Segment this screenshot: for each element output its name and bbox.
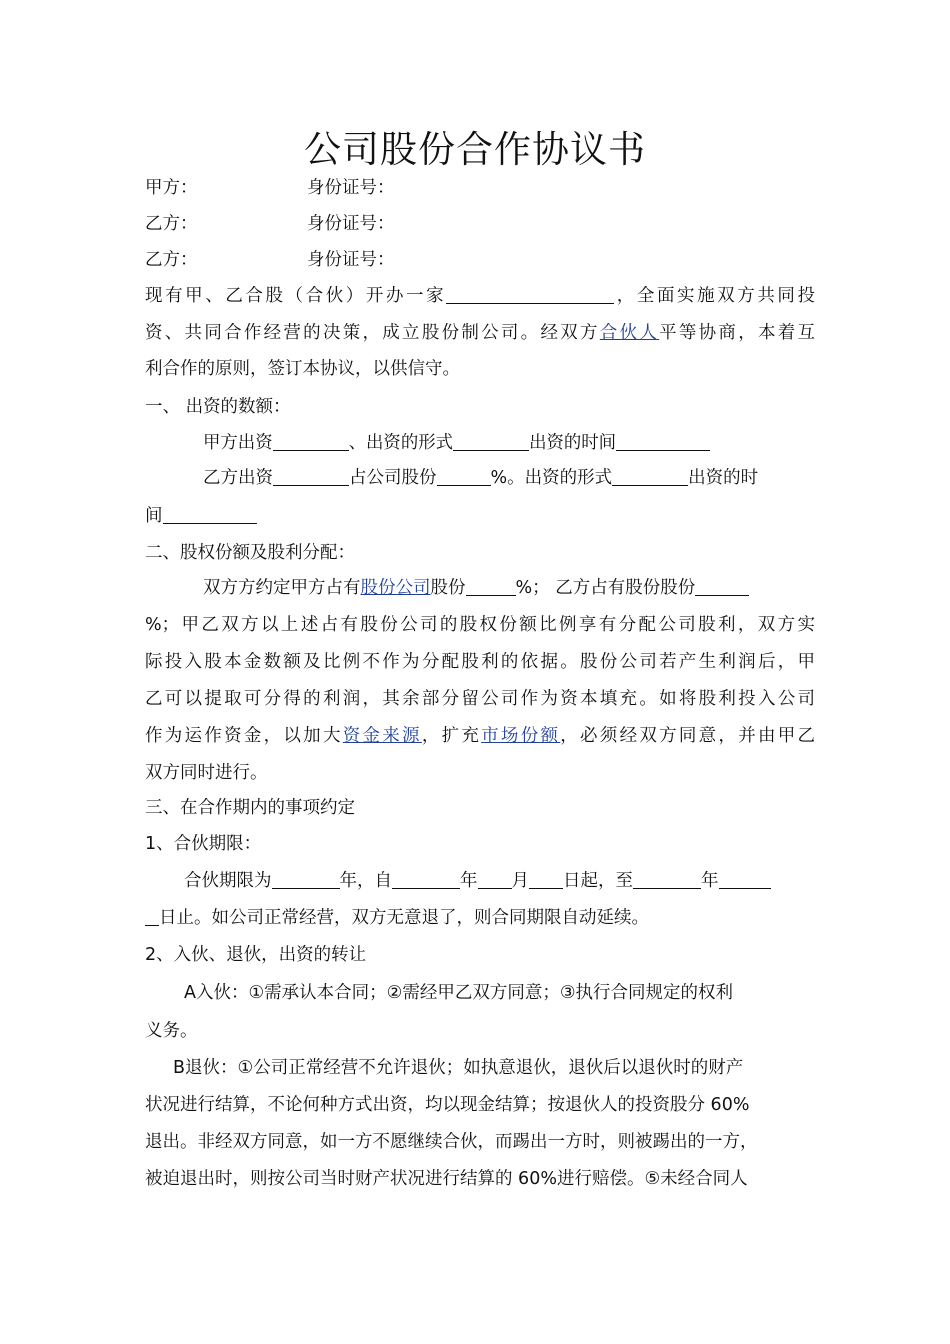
contribution-line bbox=[145, 504, 815, 528]
fill-blank bbox=[145, 907, 159, 926]
text: %。出资的形式 bbox=[490, 468, 613, 488]
text: 作为运作资金，以加大 bbox=[145, 726, 343, 746]
fill-blank bbox=[616, 432, 710, 451]
contribution-line bbox=[203, 431, 873, 455]
fill-blank bbox=[529, 870, 563, 889]
contribution-line bbox=[203, 466, 815, 490]
text: 股份 bbox=[430, 578, 466, 598]
paragraph-line: 状况进行结算，不论何种方式出资，均以现金结算；按退伙人的投资股分 60% bbox=[145, 1095, 750, 1115]
term-line bbox=[145, 906, 815, 930]
text: 出资的时间 bbox=[529, 433, 617, 453]
text: 日止。如公司正常经营，双方无意退了，则合同期限自动延续。 bbox=[159, 908, 649, 928]
paragraph-line: 乙可以提取可分得的利润，其余部分留公司作为资本填充。如将股利投入公司 bbox=[145, 689, 815, 709]
fill-blank bbox=[453, 432, 529, 451]
paragraph-line: %；甲乙双方以上述占有股份公司的股权份额比例享有分配公司股利，双方实 bbox=[145, 615, 815, 635]
fill-blank bbox=[392, 870, 460, 889]
text: 间 bbox=[145, 506, 163, 526]
link-joint-stock-company[interactable]: 股份公司 bbox=[360, 578, 431, 598]
fill-blank bbox=[633, 870, 701, 889]
text: %； 乙方占有股份股份 bbox=[515, 578, 696, 598]
paragraph-line: 义务。 bbox=[145, 1021, 198, 1041]
paragraph-line: A入伙：①需承认本合同；②需经甲乙双方同意；③执行合同规定的权利 bbox=[184, 983, 734, 1003]
text: 日起，至 bbox=[563, 871, 633, 891]
text: 现有甲、乙合股（合伙）开办一家 bbox=[145, 286, 447, 306]
text: 月 bbox=[511, 871, 529, 891]
paragraph-line: 退出。非经双方同意，如一方不愿继续合伙，而踢出一方时，则被踢出的一方， bbox=[145, 1132, 758, 1152]
party-row bbox=[145, 176, 815, 200]
text: 出资的时 bbox=[688, 468, 759, 488]
paragraph-line: B退伙：①公司正常经营不允许退伙；如执意退伙，退伙后以退伙时的财产 bbox=[173, 1058, 744, 1078]
id-number-label: 身份证号： bbox=[307, 214, 395, 234]
text: 平等协商，本着互 bbox=[659, 323, 816, 343]
intro-line bbox=[145, 321, 815, 345]
text: 乙方出资 bbox=[203, 468, 273, 488]
paragraph-line: 双方同时进行。 bbox=[145, 763, 268, 783]
text: 年 bbox=[701, 871, 719, 891]
text: 、出资的形式 bbox=[348, 433, 454, 453]
id-number-label: 身份证号： bbox=[307, 178, 395, 198]
fill-blank bbox=[446, 285, 614, 304]
section-heading: 二、股权份额及股利分配： bbox=[145, 543, 355, 563]
paragraph-line: 被迫退出时，则按公司当时财产状况进行结算的 60%进行赔偿。⑤未经合同人 bbox=[145, 1169, 748, 1189]
link-capital-source[interactable]: 资金来源 bbox=[342, 726, 422, 746]
subsection-heading: 1、合伙期限： bbox=[145, 834, 262, 854]
intro-line bbox=[145, 284, 815, 308]
text: ，必须经双方同意，并由甲乙 bbox=[560, 726, 816, 746]
subsection-heading: 2、入伙、退伙，出资的转让 bbox=[145, 945, 367, 965]
fill-blank bbox=[466, 577, 516, 596]
section-heading: 一、 出资的数额： bbox=[145, 397, 291, 417]
party-label: 乙方： bbox=[145, 250, 198, 270]
text: ，扩充 bbox=[421, 726, 482, 746]
text: 年，自 bbox=[339, 871, 392, 891]
text: 合伙期限为 bbox=[184, 871, 272, 891]
fill-blank bbox=[478, 870, 512, 889]
text: 双方方约定甲方占有 bbox=[203, 578, 361, 598]
party-label: 甲方： bbox=[145, 178, 198, 198]
fill-blank bbox=[273, 432, 349, 451]
text: 年 bbox=[460, 871, 478, 891]
paragraph-line bbox=[145, 724, 815, 748]
fill-blank bbox=[612, 467, 688, 486]
term-line bbox=[184, 869, 812, 893]
intro-line: 利合作的原则，签订本协议，以供信守。 bbox=[145, 359, 460, 379]
fill-blank bbox=[272, 870, 340, 889]
fill-blank bbox=[273, 467, 349, 486]
link-market-share[interactable]: 市场份额 bbox=[481, 726, 561, 746]
party-label: 乙方： bbox=[145, 214, 198, 234]
text: 占公司股份 bbox=[349, 468, 437, 488]
fill-blank bbox=[163, 505, 257, 524]
paragraph-line bbox=[203, 576, 815, 600]
link-partner[interactable]: 合伙人 bbox=[599, 323, 660, 343]
fill-blank bbox=[695, 577, 749, 596]
text: 资、共同合作经营的决策，成立股份制公司。经双方 bbox=[145, 323, 600, 343]
paragraph-line: 际投入股本金数额及比例不作为分配股利的依据。股份公司若产生利润后，甲 bbox=[145, 652, 815, 672]
party-row bbox=[145, 212, 815, 236]
id-number-label: 身份证号： bbox=[307, 250, 395, 270]
fill-blank bbox=[437, 467, 491, 486]
section-heading: 三、在合作期内的事项约定 bbox=[145, 798, 355, 818]
text: ，全面实施双方共同投 bbox=[614, 286, 816, 306]
party-row bbox=[145, 248, 815, 272]
text: 甲方出资 bbox=[203, 433, 273, 453]
document-title: 公司股份合作协议书 bbox=[304, 128, 646, 171]
fill-blank bbox=[719, 870, 771, 889]
